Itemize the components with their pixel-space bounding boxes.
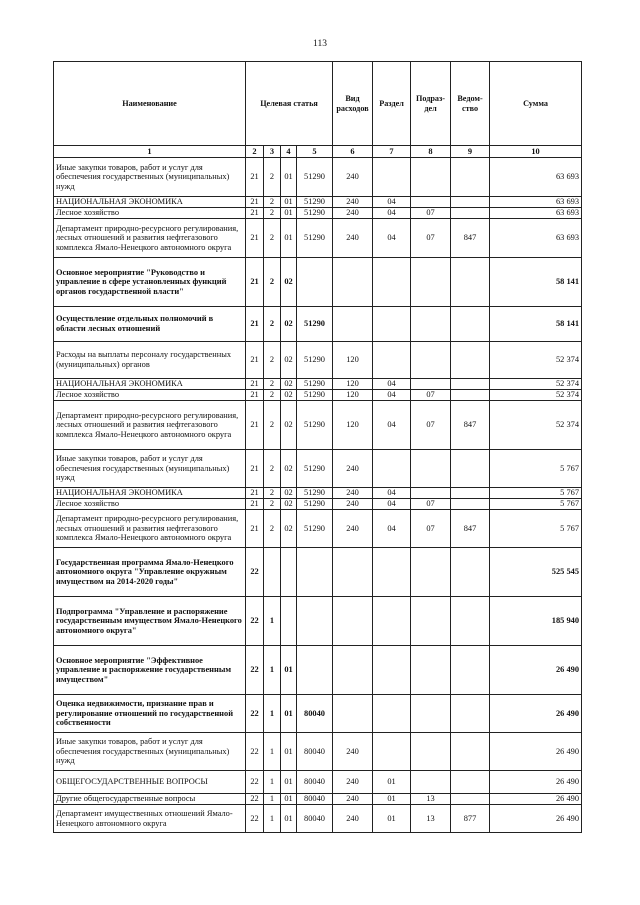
subprogram-code: 2 (264, 510, 281, 548)
subprogram-code: 1 (264, 597, 281, 646)
subsection-code (411, 733, 451, 771)
column-number: 2 (246, 146, 264, 158)
department-code: 847 (451, 510, 490, 548)
amount-value: 185 940 (490, 597, 582, 646)
table-row (54, 510, 582, 548)
subsection-code: 07 (411, 401, 451, 450)
subprogram-code: 1 (264, 646, 281, 695)
subsection-code: 07 (411, 219, 451, 258)
table-row (54, 450, 582, 488)
row-name: Департамент природно-ресурсного регулирования, лесных отношений и развития нефтегазового комплекса Ямало-Ненецкого автономного округа (54, 510, 246, 548)
department-code (451, 733, 490, 771)
header-department: Ведом-ство (451, 62, 490, 146)
table-header-row (54, 62, 582, 146)
subprogram-code: 1 (264, 794, 281, 805)
program-code: 21 (246, 401, 264, 450)
direction-code: 51290 (297, 342, 333, 379)
subprogram-code (264, 548, 281, 597)
table-row (54, 379, 582, 390)
subprogram-code: 2 (264, 208, 281, 219)
table-row (54, 695, 582, 733)
direction-code: 51290 (297, 197, 333, 208)
subprogram-code: 2 (264, 450, 281, 488)
amount-value: 52 374 (490, 401, 582, 450)
amount-value: 58 141 (490, 307, 582, 342)
subprogram-code: 1 (264, 805, 281, 833)
subprogram-code: 2 (264, 390, 281, 401)
row-name: Департамент природно-ресурсного регулирования, лесных отношений и развития нефтегазового комплекса Ямало-Ненецкого автономного округа (54, 401, 246, 450)
section-code: 01 (373, 805, 411, 833)
department-code (451, 771, 490, 794)
expense-type-code (333, 307, 373, 342)
subsection-code (411, 597, 451, 646)
table-row (54, 805, 582, 833)
subsection-code (411, 771, 451, 794)
amount-value: 63 693 (490, 219, 582, 258)
direction-code: 51290 (297, 307, 333, 342)
amount-value: 63 693 (490, 208, 582, 219)
expense-type-code (333, 548, 373, 597)
amount-value: 63 693 (490, 158, 582, 197)
department-code: 847 (451, 401, 490, 450)
subsection-code (411, 450, 451, 488)
expense-type-code: 240 (333, 208, 373, 219)
table-row (54, 597, 582, 646)
activity-code: 01 (281, 158, 297, 197)
subprogram-code: 2 (264, 401, 281, 450)
subsection-code: 13 (411, 794, 451, 805)
activity-code: 02 (281, 258, 297, 307)
department-code (451, 208, 490, 219)
expense-type-code: 240 (333, 158, 373, 197)
activity-code: 02 (281, 342, 297, 379)
program-code: 22 (246, 597, 264, 646)
table-row (54, 219, 582, 258)
table-row (54, 548, 582, 597)
subprogram-code: 1 (264, 733, 281, 771)
row-name: Иные закупки товаров, работ и услуг для обеспечения государственных (муниципальных) нужд (54, 158, 246, 197)
expense-type-code: 240 (333, 510, 373, 548)
subprogram-code: 2 (264, 379, 281, 390)
row-name: Государственная программа Ямало-Ненецкого автономного округа "Управление окружным имуществом на 2014-2020 годы" (54, 548, 246, 597)
expense-type-code: 240 (333, 733, 373, 771)
subprogram-code: 2 (264, 219, 281, 258)
section-code: 01 (373, 771, 411, 794)
row-name: Основное мероприятие "Руководство и управление в сфере установленных функций органов государственной власти" (54, 258, 246, 307)
subsection-code (411, 158, 451, 197)
amount-value: 5 767 (490, 499, 582, 510)
column-number: 10 (490, 146, 582, 158)
column-number: 3 (264, 146, 281, 158)
header-subsection: Подраз-дел (411, 62, 451, 146)
program-code: 22 (246, 646, 264, 695)
department-code (451, 794, 490, 805)
direction-code: 80040 (297, 805, 333, 833)
subprogram-code: 1 (264, 695, 281, 733)
table-body (54, 158, 582, 833)
activity-code: 02 (281, 379, 297, 390)
department-code (451, 646, 490, 695)
section-code: 01 (373, 794, 411, 805)
section-code: 04 (373, 488, 411, 499)
program-code: 21 (246, 390, 264, 401)
activity-code: 01 (281, 219, 297, 258)
section-code (373, 158, 411, 197)
column-number: 8 (411, 146, 451, 158)
direction-code (297, 548, 333, 597)
section-code: 04 (373, 197, 411, 208)
department-code (451, 548, 490, 597)
header-amount: Сумма (490, 62, 582, 146)
amount-value: 26 490 (490, 771, 582, 794)
section-code: 04 (373, 379, 411, 390)
section-code: 04 (373, 219, 411, 258)
table-row (54, 390, 582, 401)
subsection-code: 07 (411, 390, 451, 401)
department-code: 847 (451, 219, 490, 258)
amount-value: 26 490 (490, 733, 582, 771)
amount-value: 5 767 (490, 450, 582, 488)
table-row (54, 733, 582, 771)
program-code: 22 (246, 733, 264, 771)
department-code (451, 158, 490, 197)
program-code: 21 (246, 197, 264, 208)
program-code: 22 (246, 695, 264, 733)
expense-type-code: 120 (333, 342, 373, 379)
table-row (54, 499, 582, 510)
department-code (451, 499, 490, 510)
program-code: 21 (246, 307, 264, 342)
amount-value: 26 490 (490, 794, 582, 805)
program-code: 21 (246, 379, 264, 390)
department-code: 877 (451, 805, 490, 833)
subsection-code: 13 (411, 805, 451, 833)
table-row (54, 258, 582, 307)
department-code (451, 258, 490, 307)
row-name: Департамент имущественных отношений Ямало-Ненецкого автономного округа (54, 805, 246, 833)
amount-value: 26 490 (490, 805, 582, 833)
direction-code (297, 597, 333, 646)
activity-code: 02 (281, 499, 297, 510)
direction-code: 51290 (297, 379, 333, 390)
department-code (451, 307, 490, 342)
table-row (54, 794, 582, 805)
department-code (451, 390, 490, 401)
program-code: 22 (246, 771, 264, 794)
expense-type-code (333, 646, 373, 695)
program-code: 21 (246, 258, 264, 307)
direction-code: 51290 (297, 488, 333, 499)
row-name: Оценка недвижимости, признание прав и регулирование отношений по государственной собственности (54, 695, 246, 733)
activity-code: 01 (281, 208, 297, 219)
activity-code: 02 (281, 401, 297, 450)
section-code (373, 695, 411, 733)
subsection-code (411, 695, 451, 733)
subsection-code (411, 379, 451, 390)
section-code (373, 450, 411, 488)
amount-value: 63 693 (490, 197, 582, 208)
column-number: 1 (54, 146, 246, 158)
amount-value: 5 767 (490, 510, 582, 548)
subsection-code (411, 342, 451, 379)
subprogram-code: 2 (264, 307, 281, 342)
row-name: НАЦИОНАЛЬНАЯ ЭКОНОМИКА (54, 379, 246, 390)
expense-type-code: 240 (333, 771, 373, 794)
expense-type-code: 240 (333, 794, 373, 805)
activity-code: 02 (281, 390, 297, 401)
department-code (451, 597, 490, 646)
activity-code: 02 (281, 307, 297, 342)
row-name: Лесное хозяйство (54, 390, 246, 401)
expense-type-code: 240 (333, 219, 373, 258)
activity-code: 02 (281, 488, 297, 499)
direction-code: 51290 (297, 158, 333, 197)
row-name: НАЦИОНАЛЬНАЯ ЭКОНОМИКА (54, 488, 246, 499)
section-code (373, 258, 411, 307)
table-row (54, 646, 582, 695)
direction-code: 51290 (297, 390, 333, 401)
subsection-code: 07 (411, 208, 451, 219)
department-code (451, 488, 490, 499)
subprogram-code: 2 (264, 197, 281, 208)
section-code (373, 733, 411, 771)
direction-code: 51290 (297, 450, 333, 488)
direction-code: 80040 (297, 771, 333, 794)
row-name: Лесное хозяйство (54, 208, 246, 219)
row-name: Иные закупки товаров, работ и услуг для обеспечения государственных (муниципальных) нужд (54, 733, 246, 771)
section-code (373, 307, 411, 342)
section-code (373, 646, 411, 695)
activity-code: 02 (281, 510, 297, 548)
table-row (54, 401, 582, 450)
subprogram-code: 2 (264, 499, 281, 510)
subsection-code (411, 258, 451, 307)
column-number: 9 (451, 146, 490, 158)
expense-type-code: 240 (333, 488, 373, 499)
activity-code: 01 (281, 805, 297, 833)
program-code: 21 (246, 158, 264, 197)
program-code: 22 (246, 794, 264, 805)
table-row (54, 342, 582, 379)
column-number: 4 (281, 146, 297, 158)
row-name: НАЦИОНАЛЬНАЯ ЭКОНОМИКА (54, 197, 246, 208)
row-name: Лесное хозяйство (54, 499, 246, 510)
direction-code: 80040 (297, 695, 333, 733)
activity-code (281, 597, 297, 646)
amount-value: 58 141 (490, 258, 582, 307)
header-expense-type: Вид расходов (333, 62, 373, 146)
row-name: Департамент природно-ресурсного регулирования, лесных отношений и развития нефтегазового комплекса Ямало-Ненецкого автономного округа (54, 219, 246, 258)
program-code: 21 (246, 499, 264, 510)
column-numbering-row (54, 146, 582, 158)
row-name: Осуществление отдельных полномочий в области лесных отношений (54, 307, 246, 342)
program-code: 21 (246, 510, 264, 548)
amount-value: 5 767 (490, 488, 582, 499)
amount-value: 26 490 (490, 646, 582, 695)
department-code (451, 695, 490, 733)
amount-value: 26 490 (490, 695, 582, 733)
row-name: Подпрограмма "Управление и распоряжение государственным имуществом Ямало-Ненецкого автономного округа" (54, 597, 246, 646)
direction-code: 51290 (297, 510, 333, 548)
department-code (451, 450, 490, 488)
section-code: 04 (373, 401, 411, 450)
table-row (54, 158, 582, 197)
section-code (373, 342, 411, 379)
header-section: Раздел (373, 62, 411, 146)
expense-type-code: 240 (333, 450, 373, 488)
subsection-code (411, 488, 451, 499)
subsection-code (411, 646, 451, 695)
activity-code: 01 (281, 197, 297, 208)
section-code: 04 (373, 390, 411, 401)
budget-table (53, 61, 582, 833)
activity-code: 01 (281, 646, 297, 695)
activity-code: 02 (281, 450, 297, 488)
activity-code: 01 (281, 695, 297, 733)
amount-value: 52 374 (490, 379, 582, 390)
subsection-code (411, 548, 451, 597)
subsection-code (411, 307, 451, 342)
direction-code: 51290 (297, 401, 333, 450)
direction-code: 80040 (297, 794, 333, 805)
program-code: 21 (246, 342, 264, 379)
program-code: 21 (246, 208, 264, 219)
subprogram-code: 2 (264, 342, 281, 379)
page-number: 113 (313, 39, 327, 49)
table-row (54, 488, 582, 499)
column-number: 7 (373, 146, 411, 158)
direction-code: 51290 (297, 208, 333, 219)
direction-code (297, 258, 333, 307)
row-name: ОБЩЕГОСУДАРСТВЕННЫЕ ВОПРОСЫ (54, 771, 246, 794)
department-code (451, 197, 490, 208)
section-code (373, 597, 411, 646)
header-target-article: Целевая статья (246, 62, 333, 146)
section-code: 04 (373, 208, 411, 219)
row-name: Иные закупки товаров, работ и услуг для обеспечения государственных (муниципальных) нужд (54, 450, 246, 488)
section-code: 04 (373, 499, 411, 510)
table-row (54, 307, 582, 342)
column-number: 5 (297, 146, 333, 158)
expense-type-code: 120 (333, 379, 373, 390)
expense-type-code: 120 (333, 390, 373, 401)
direction-code: 51290 (297, 499, 333, 510)
activity-code (281, 548, 297, 597)
direction-code: 80040 (297, 733, 333, 771)
section-code: 04 (373, 510, 411, 548)
direction-code: 51290 (297, 219, 333, 258)
column-number: 6 (333, 146, 373, 158)
subprogram-code: 2 (264, 158, 281, 197)
subsection-code: 07 (411, 499, 451, 510)
row-name: Расходы на выплаты персоналу государственных (муниципальных) органов (54, 342, 246, 379)
subsection-code: 07 (411, 510, 451, 548)
subprogram-code: 1 (264, 771, 281, 794)
program-code: 21 (246, 450, 264, 488)
subprogram-code: 2 (264, 488, 281, 499)
table-row (54, 197, 582, 208)
subprogram-code: 2 (264, 258, 281, 307)
department-code (451, 379, 490, 390)
header-name: Наименование (54, 62, 246, 146)
amount-value: 525 545 (490, 548, 582, 597)
row-name: Другие общегосударственные вопросы (54, 794, 246, 805)
department-code (451, 342, 490, 379)
table-row (54, 208, 582, 219)
amount-value: 52 374 (490, 390, 582, 401)
activity-code: 01 (281, 771, 297, 794)
program-code: 22 (246, 548, 264, 597)
expense-type-code: 240 (333, 499, 373, 510)
program-code: 22 (246, 805, 264, 833)
direction-code (297, 646, 333, 695)
expense-type-code (333, 597, 373, 646)
section-code (373, 548, 411, 597)
expense-type-code (333, 258, 373, 307)
activity-code: 01 (281, 733, 297, 771)
program-code: 21 (246, 219, 264, 258)
expense-type-code (333, 695, 373, 733)
program-code: 21 (246, 488, 264, 499)
expense-type-code: 240 (333, 197, 373, 208)
activity-code: 01 (281, 794, 297, 805)
expense-type-code: 120 (333, 401, 373, 450)
table-row (54, 771, 582, 794)
subsection-code (411, 197, 451, 208)
row-name: Основное мероприятие "Эффективное управление и распоряжение государственным имуществом" (54, 646, 246, 695)
expense-type-code: 240 (333, 805, 373, 833)
amount-value: 52 374 (490, 342, 582, 379)
